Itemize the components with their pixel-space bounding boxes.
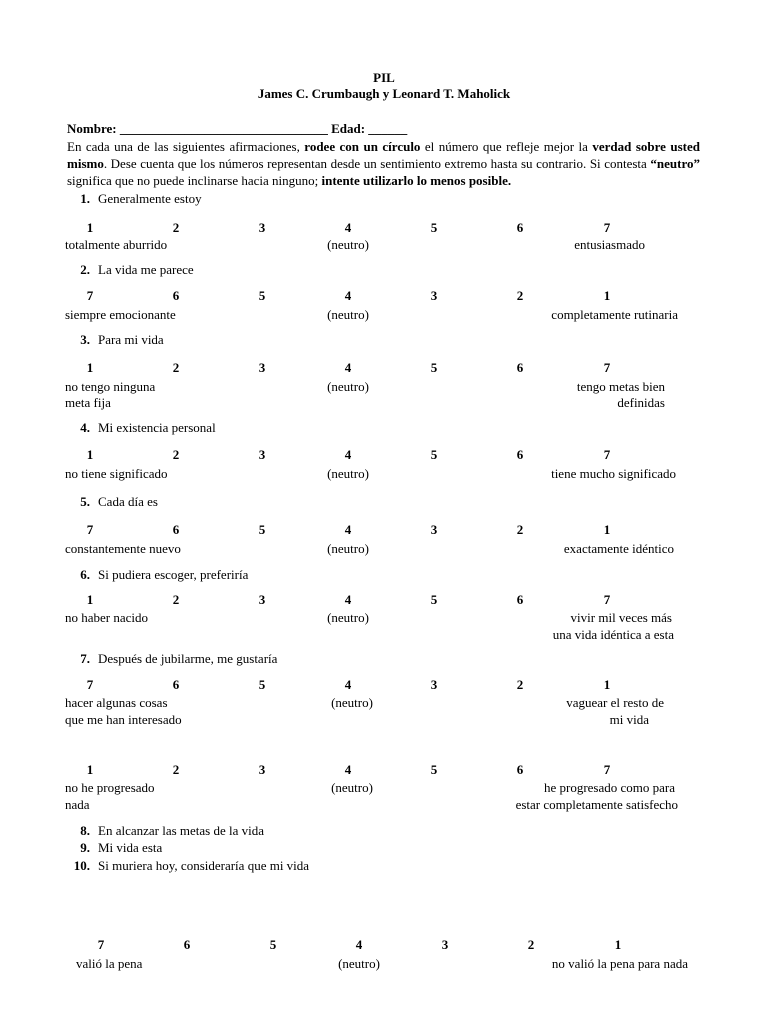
question-number: 8.	[80, 823, 90, 838]
question-number: 9.	[80, 840, 90, 855]
scale-option[interactable]: 2	[516, 677, 524, 692]
question-text: En alcanzar las metas de la vida	[98, 823, 265, 838]
question-text: Después de jubilarme, me gustaría	[98, 651, 278, 666]
scale-left-label: no tiene significado	[65, 466, 168, 481]
scale-option[interactable]: 2	[172, 360, 180, 375]
scale-left-label: no he progresado	[65, 780, 155, 795]
question-9	[68, 840, 162, 856]
scale-left-label: constantemente nuevo	[65, 541, 181, 556]
question-4	[68, 420, 216, 436]
scale-option[interactable]: 2	[172, 447, 180, 462]
intro-bold-4: intente utilizarlo lo menos posible.	[321, 173, 512, 188]
scale-neutral-label: (neutro)	[327, 237, 369, 252]
scale-option[interactable]: 6	[172, 522, 180, 537]
question-text: Si pudiera escoger, preferiría	[98, 567, 249, 582]
question-number: 3.	[80, 332, 90, 347]
intro-bold-2: verdad sobre usted mismo	[67, 139, 700, 171]
scale-option[interactable]: 2	[172, 220, 180, 235]
question-5	[68, 494, 158, 510]
scale-right-label: entusiasmado	[574, 237, 645, 252]
scale-left-label: valió la pena	[76, 956, 143, 971]
scale-option[interactable]: 1	[86, 447, 94, 462]
scale-option[interactable]: 6	[172, 677, 180, 692]
question-number: 7.	[80, 651, 90, 666]
scale-option[interactable]: 7	[86, 677, 94, 692]
scale-option[interactable]: 2	[172, 592, 180, 607]
scale-option[interactable]: 4	[344, 360, 352, 375]
scale-option[interactable]: 1	[603, 522, 611, 537]
scale-option[interactable]: 5	[430, 447, 438, 462]
scale-option[interactable]: 5	[258, 288, 266, 303]
question-10	[68, 858, 309, 874]
scale-option[interactable]: 1	[86, 762, 94, 777]
scale-option[interactable]: 4	[344, 522, 352, 537]
scale-option[interactable]: 6	[183, 937, 191, 952]
scale-option[interactable]: 3	[430, 288, 438, 303]
scale-option[interactable]: 4	[344, 677, 352, 692]
scale-option[interactable]: 3	[258, 447, 266, 462]
scale-option[interactable]: 6	[516, 220, 524, 235]
scale-option[interactable]: 4	[344, 762, 352, 777]
scale-option[interactable]: 6	[516, 592, 524, 607]
scale-option[interactable]: 1	[86, 592, 94, 607]
scale-option[interactable]: 7	[603, 762, 611, 777]
scale-option[interactable]: 4	[344, 592, 352, 607]
scale-right-label: exactamente idéntico	[563, 541, 674, 556]
question-text: Si muriera hoy, consideraría que mi vida	[98, 858, 310, 873]
scale-neutral-label: (neutro)	[331, 780, 373, 795]
question-number: 2.	[80, 262, 90, 277]
scale-option[interactable]: 1	[86, 220, 94, 235]
scale-option[interactable]: 2	[516, 288, 524, 303]
intro-bold-1: rodee con un círculo	[304, 139, 421, 154]
intro-bold-3: “neutro”	[650, 156, 700, 171]
scale-neutral-label: (neutro)	[327, 610, 369, 625]
scale-option[interactable]: 7	[603, 220, 611, 235]
question-6	[68, 567, 248, 583]
scale-right-label-line2: definidas	[617, 395, 665, 410]
scale-option[interactable]: 3	[258, 360, 266, 375]
scale-option[interactable]: 1	[86, 360, 94, 375]
question-text: Para mi vida	[98, 332, 164, 347]
intro-text-1: En cada una de las siguientes afirmaciones,	[67, 139, 305, 154]
scale-right-label: vaguear el resto de	[566, 695, 664, 710]
question-1	[68, 191, 202, 207]
scale-option[interactable]: 1	[614, 937, 622, 952]
scale-neutral-label: (neutro)	[327, 379, 369, 394]
scale-option[interactable]: 1	[603, 288, 611, 303]
scale-option[interactable]: 3	[258, 762, 266, 777]
scale-option[interactable]: 3	[258, 220, 266, 235]
scale-option[interactable]: 6	[516, 447, 524, 462]
scale-option[interactable]: 6	[172, 288, 180, 303]
scale-option[interactable]: 7	[86, 288, 94, 303]
question-3	[68, 332, 164, 348]
document-title: PIL	[373, 70, 395, 85]
scale-option[interactable]: 2	[516, 522, 524, 537]
name-age-field-line[interactable]: Nombre: ________________________________ Edad: ______	[67, 121, 408, 136]
scale-option[interactable]: 1	[603, 677, 611, 692]
question-number: 4.	[80, 420, 90, 435]
scale-option[interactable]: 7	[603, 447, 611, 462]
scale-neutral-label: (neutro)	[327, 466, 369, 481]
scale-left-label: totalmente aburrido	[65, 237, 168, 252]
scale-left-label: hacer algunas cosas	[65, 695, 168, 710]
question-number: 10.	[73, 858, 90, 873]
scale-option[interactable]: 3	[430, 677, 438, 692]
scale-right-label: completamente rutinaria	[551, 307, 678, 322]
question-text: Cada día es	[98, 494, 158, 509]
scale-option[interactable]: 7	[603, 360, 611, 375]
scale-left-label-line2: que me han interesado	[65, 712, 182, 727]
scale-right-label: he progresado como para	[543, 780, 675, 795]
scale-neutral-label: (neutro)	[338, 956, 380, 971]
question-7	[68, 651, 277, 667]
question-2	[68, 262, 194, 278]
scale-option[interactable]: 7	[97, 937, 105, 952]
scale-right-label: no valió la pena para nada	[551, 956, 688, 971]
scale-left-label: siempre emocionante	[65, 307, 176, 322]
scale-option[interactable]: 5	[258, 677, 266, 692]
scale-right-label: vivir mil veces más	[570, 610, 672, 625]
question-8	[68, 823, 264, 839]
question-text: Mi existencia personal	[98, 420, 216, 435]
document-authors: James C. Crumbaugh y Leonard T. Maholick	[257, 86, 511, 101]
scale-left-label: no haber nacido	[65, 610, 149, 625]
scale-option[interactable]: 6	[516, 360, 524, 375]
scale-option[interactable]: 4	[355, 937, 363, 952]
scale-option[interactable]: 4	[344, 220, 352, 235]
scale-option[interactable]: 3	[258, 592, 266, 607]
scale-right-label-line2: una vida idéntica a esta	[552, 627, 674, 642]
scale-neutral-label: (neutro)	[327, 307, 369, 322]
instructions-paragraph	[67, 138, 700, 189]
scale-right-label-line2: mi vida	[609, 712, 649, 727]
intro-text-2: el número que refleje mejor la	[420, 139, 593, 154]
scale-option[interactable]: 3	[430, 522, 438, 537]
scale-option[interactable]: 2	[527, 937, 535, 952]
scale-right-label-line2: estar completamente satisfecho	[515, 797, 678, 812]
intro-text-4: significa que no puede inclinarse hacia ninguno;	[67, 173, 322, 188]
question-number: 6.	[80, 567, 90, 582]
scale-option[interactable]: 5	[430, 360, 438, 375]
scale-right-label: tiene mucho significado	[551, 466, 676, 481]
scale-neutral-label: (neutro)	[327, 541, 369, 556]
scale-option[interactable]: 5	[430, 592, 438, 607]
scale-option[interactable]: 5	[430, 220, 438, 235]
scale-right-label: tengo metas bien	[576, 379, 665, 394]
scale-left-label-line2: nada	[65, 797, 90, 812]
question-number: 1.	[80, 191, 90, 206]
scale-left-label-line2: meta fija	[65, 395, 111, 410]
scale-option[interactable]: 3	[441, 937, 449, 952]
scale-option[interactable]: 5	[430, 762, 438, 777]
scale-option[interactable]: 5	[269, 937, 277, 952]
scale-option[interactable]: 6	[516, 762, 524, 777]
scale-option[interactable]: 4	[344, 288, 352, 303]
question-number: 5.	[80, 494, 90, 509]
scale-left-label: no tengo ninguna	[65, 379, 156, 394]
scale-option[interactable]: 5	[258, 522, 266, 537]
scale-option[interactable]: 7	[86, 522, 94, 537]
scale-option[interactable]: 7	[603, 592, 611, 607]
intro-text-3: . Dese cuenta que los números representan desde un sentimiento extremo hasta su contrario. Si contesta	[103, 156, 651, 171]
scale-option[interactable]: 2	[172, 762, 180, 777]
question-text: Mi vida esta	[98, 840, 163, 855]
question-text: La vida me parece	[98, 262, 194, 277]
scale-neutral-label: (neutro)	[331, 695, 373, 710]
question-text: Generalmente estoy	[98, 191, 202, 206]
scale-option[interactable]: 4	[344, 447, 352, 462]
